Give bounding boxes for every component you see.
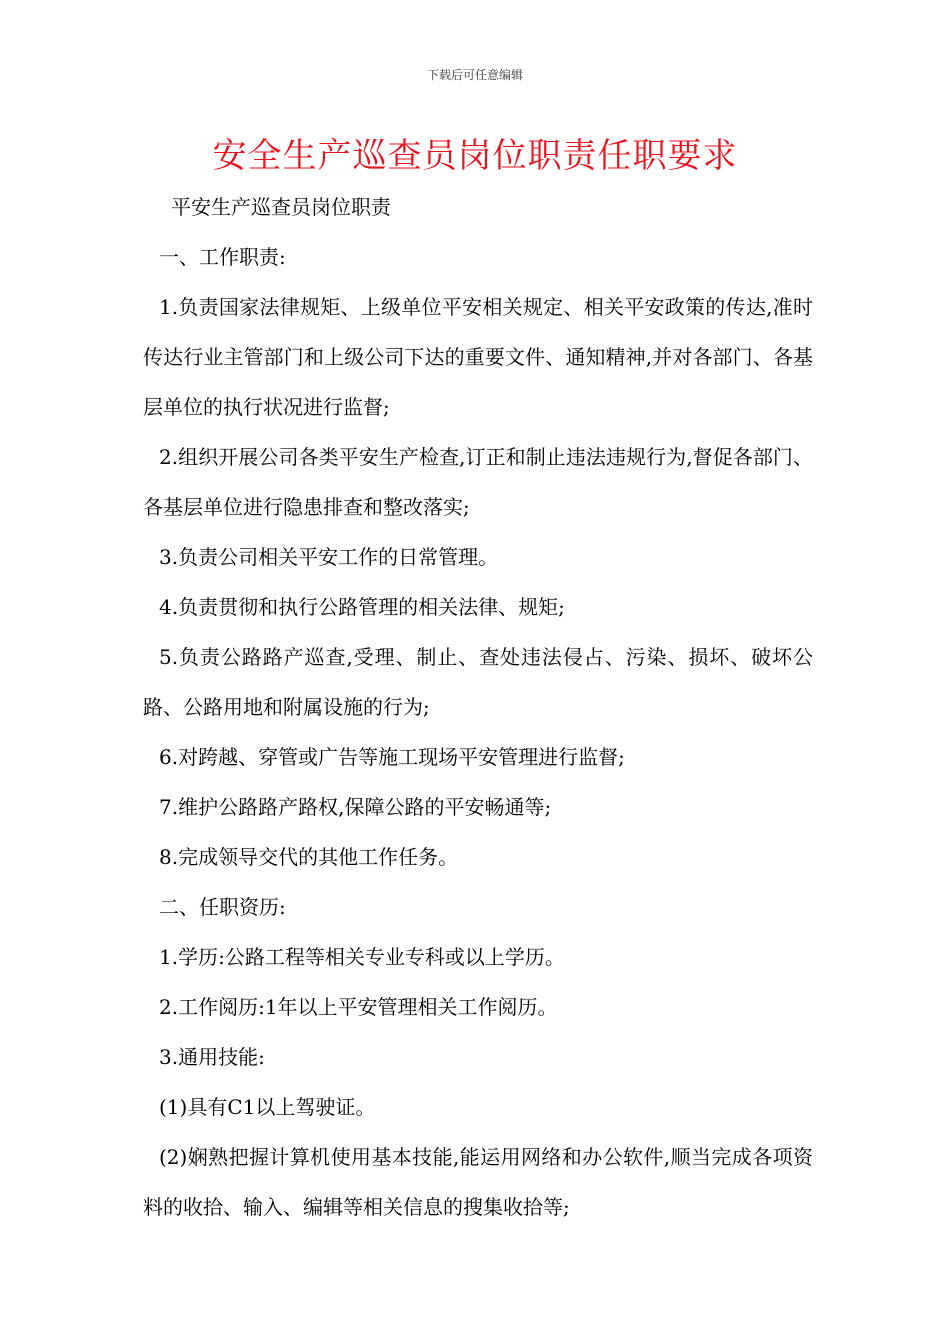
- header-note: 下载后可任意编辑: [426, 68, 523, 82]
- section-heading-qualifications: 二、任职资历:: [159, 895, 286, 919]
- document-body: [143, 182, 813, 1232]
- duty-item: 7.维护公路路产路权,保障公路的平安畅通等;: [159, 795, 552, 819]
- qualification-item: 1.学历:公路工程等相关专业专科或以上学历。: [159, 945, 565, 969]
- qualification-item: 2.工作阅历:1年以上平安管理相关工作阅历。: [159, 995, 558, 1019]
- duty-item: 1.负责国家法律规矩、上级单位平安相关规定、相关平安政策的传达,准时传达行业主管部门和上级公司下达的重要文件、通知精神,并对各部门、各基层单位的执行状况进行监督;: [143, 295, 813, 419]
- qualification-item: (1)具有C1以上驾驶证。: [159, 1095, 376, 1119]
- duty-item: 2.组织开展公司各类平安生产检查,订正和制止违法违规行为,督促各部门、各基层单位进行隐患排查和整改落实;: [143, 445, 813, 519]
- qualification-item: 3.通用技能:: [159, 1045, 265, 1069]
- qualification-item: (2)娴熟把握计算机使用基本技能,能运用网络和办公软件,顺当完成各项资料的收拾、输入、编辑等相关信息的搜集收拾等;: [143, 1145, 813, 1219]
- document-subtitle: 平安生产巡查员岗位职责: [171, 195, 391, 219]
- section-heading-duties: 一、工作职责:: [159, 245, 286, 269]
- duty-item: 5.负责公路路产巡查,受理、制止、查处违法侵占、污染、损坏、破坏公路、公路用地和附属设施的行为;: [143, 645, 813, 719]
- duty-item: 4.负责贯彻和执行公路管理的相关法律、规矩;: [159, 595, 565, 619]
- duty-item: 3.负责公司相关平安工作的日常管理。: [159, 545, 499, 569]
- duty-item: 6.对跨越、穿管或广告等施工现场平安管理进行监督;: [159, 745, 625, 769]
- document-title: 安全生产巡查员岗位职责任职要求: [212, 136, 738, 176]
- duty-item: 8.完成领导交代的其他工作任务。: [159, 845, 459, 869]
